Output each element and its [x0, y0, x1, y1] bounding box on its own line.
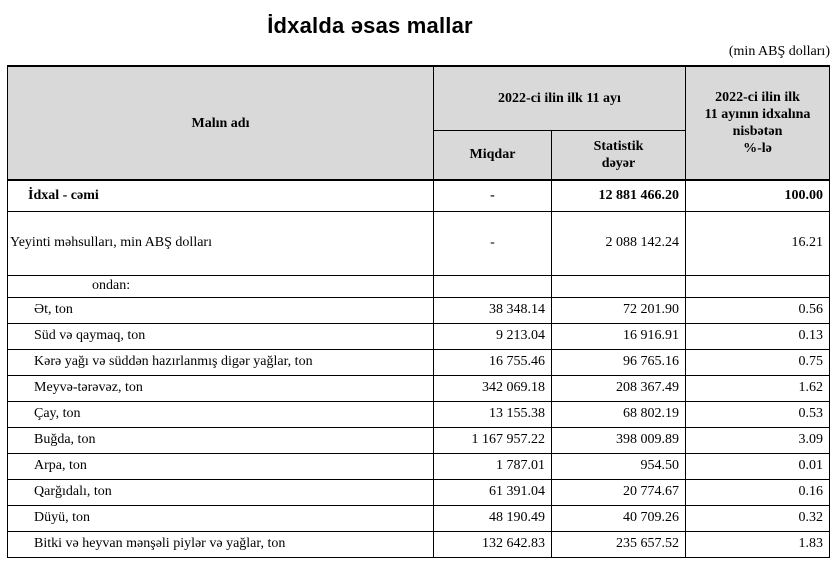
- row-quantity: 13 155.38: [434, 401, 552, 427]
- row-share: 100.00: [686, 180, 830, 211]
- row-quantity: 132 642.83: [434, 531, 552, 557]
- row-share: 1.62: [686, 375, 830, 401]
- row-value: 96 765.16: [552, 349, 686, 375]
- row-share: 0.53: [686, 401, 830, 427]
- row-quantity: -: [434, 211, 552, 275]
- row-quantity: 1 787.01: [434, 453, 552, 479]
- table-row: [8, 453, 830, 479]
- table-row: [8, 401, 830, 427]
- unit-note: (min ABŞ dolları): [728, 44, 830, 59]
- table-row-food: [8, 211, 830, 275]
- row-share: 0.01: [686, 453, 830, 479]
- row-share: 0.16: [686, 479, 830, 505]
- table-row: [8, 427, 830, 453]
- row-name: Düyü, ton: [8, 505, 434, 531]
- header-value-line1: Statistik: [593, 138, 644, 154]
- row-name: ondan:: [8, 275, 434, 297]
- header-value: [552, 130, 686, 180]
- row-name: Kərə yağı və süddən hazırlanmış digər yağlar, ton: [8, 349, 434, 375]
- row-value: 20 774.67: [552, 479, 686, 505]
- row-share: 0.75: [686, 349, 830, 375]
- table-row-total: [8, 180, 830, 211]
- table-row: [8, 531, 830, 557]
- header-share-line1: 2022-ci ilin ilk: [715, 90, 800, 105]
- row-name: Süd və qaymaq, ton: [8, 323, 434, 349]
- table-row: [8, 479, 830, 505]
- row-quantity: 16 755.46: [434, 349, 552, 375]
- row-value: 954.50: [552, 453, 686, 479]
- page-title: İdxalda əsas mallar: [267, 13, 473, 38]
- row-share: [686, 275, 830, 297]
- header-share-line4: %-lə: [743, 141, 772, 156]
- header-product-name: Malın adı: [8, 66, 434, 180]
- row-name: Yeyinti məhsulları, min ABŞ dolları: [8, 211, 434, 275]
- imports-table: [7, 65, 830, 558]
- header-quantity: Miqdar: [434, 130, 552, 180]
- row-value: [552, 275, 686, 297]
- table-row: [8, 349, 830, 375]
- row-value: 16 916.91: [552, 323, 686, 349]
- row-share: 0.13: [686, 323, 830, 349]
- row-quantity: [434, 275, 552, 297]
- row-value: 398 009.89: [552, 427, 686, 453]
- table-row: [8, 505, 830, 531]
- row-quantity: 9 213.04: [434, 323, 552, 349]
- table-row-subheading: [8, 275, 830, 297]
- header-share-line3: nisbətən: [732, 124, 783, 139]
- row-quantity: 48 190.49: [434, 505, 552, 531]
- row-value: 235 657.52: [552, 531, 686, 557]
- row-value: 2 088 142.24: [552, 211, 686, 275]
- header-period: 2022-ci ilin ilk 11 ayı: [434, 66, 686, 130]
- row-quantity: -: [434, 180, 552, 211]
- row-name: İdxal - cəmi: [8, 180, 434, 211]
- table-row: [8, 323, 830, 349]
- row-share: 0.56: [686, 297, 830, 323]
- row-quantity: 1 167 957.22: [434, 427, 552, 453]
- row-name: Ət, ton: [8, 297, 434, 323]
- row-name: Çay, ton: [8, 401, 434, 427]
- row-name: Meyvə-tərəvəz, ton: [8, 375, 434, 401]
- row-share: 3.09: [686, 427, 830, 453]
- header-share: [686, 66, 830, 180]
- row-quantity: 61 391.04: [434, 479, 552, 505]
- row-value: 208 367.49: [552, 375, 686, 401]
- row-name: Qarğıdalı, ton: [8, 479, 434, 505]
- header-share-line2: 11 ayının idxalına: [704, 107, 811, 122]
- row-value: 68 802.19: [552, 401, 686, 427]
- row-name: Arpa, ton: [8, 453, 434, 479]
- row-share: 16.21: [686, 211, 830, 275]
- row-value: 12 881 466.20: [552, 180, 686, 211]
- row-name: Buğda, ton: [8, 427, 434, 453]
- row-name: Bitki və heyvan mənşəli piylər və yağlar, ton: [8, 531, 434, 557]
- row-share: 1.83: [686, 531, 830, 557]
- header-value-line2: dəyər: [601, 155, 636, 171]
- row-quantity: 342 069.18: [434, 375, 552, 401]
- table-row: [8, 297, 830, 323]
- table-row: [8, 375, 830, 401]
- row-value: 72 201.90: [552, 297, 686, 323]
- row-value: 40 709.26: [552, 505, 686, 531]
- row-quantity: 38 348.14: [434, 297, 552, 323]
- row-share: 0.32: [686, 505, 830, 531]
